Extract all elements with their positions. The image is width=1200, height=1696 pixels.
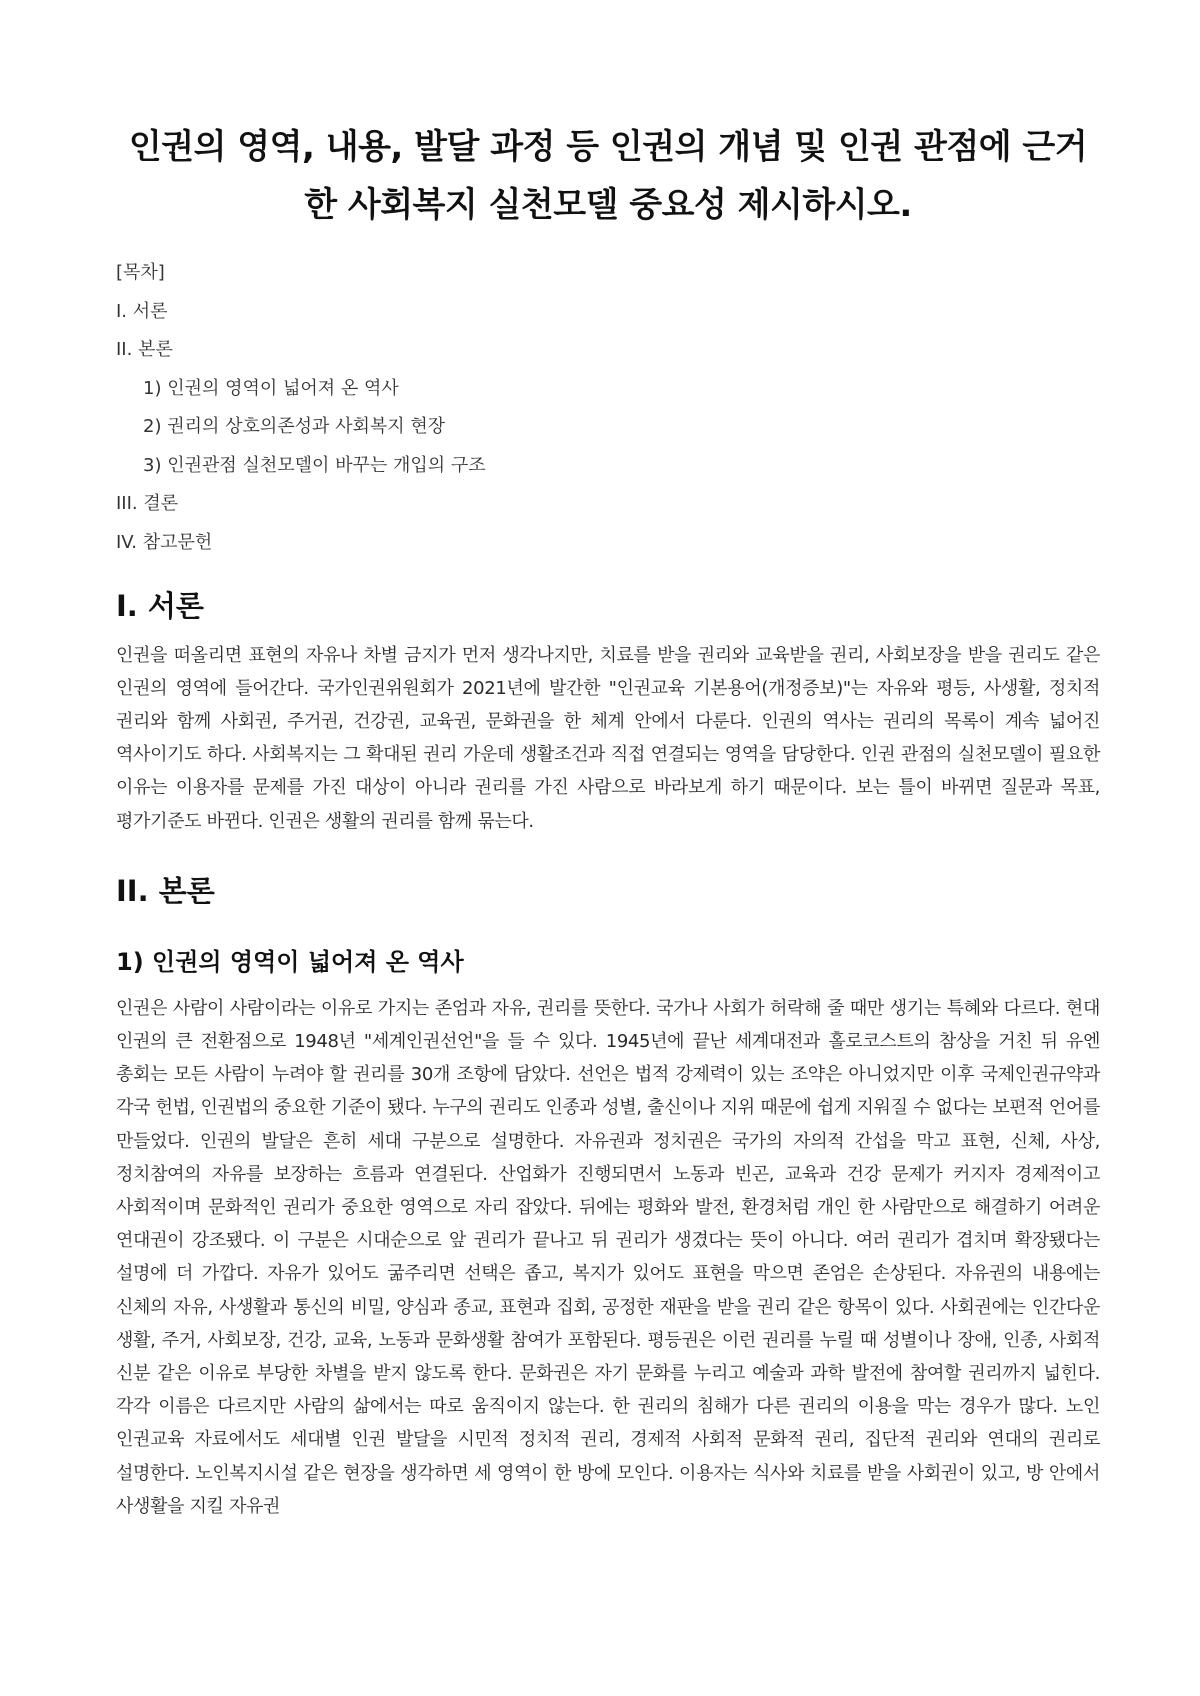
section-heading-main-body: II. 본론 bbox=[116, 873, 215, 908]
history-paragraph: 인권은 사람이 사람이라는 이유로 가지는 존엄과 자유, 권리를 뜻한다. 국가나 사회가 허락해 줄 때만 생기는 특혜와 다르다. 현대 인권의 큰 전환점으로 1948년 "세계인권선언"을 들 수 있다. 1945년에 끝난 세계대전과 홀로코스트의 참상을 거친 뒤 유엔 총회는 모든 사람이 누려야 할 권리를 30개 조항에 담았다. 선언은 법적 강제력이 있는 조약은 아니었지만 이후 국제인권규약과 각국 헌법, 인권법의 중요한 기준이 됐다. 누구의 권리도 인종과 성별, 출신이나 지위 때문에 쉽게 지워질 수 없다는 보편적 언어를 만들었다. 인권의 발달은 흔히 세대 구분으로 설명한다. 자유권과 정치권은 국가의 자의적 간섭을 막고 표현, 신체, 사상, 정치참여의 자유를 보장하는 흐름과 연결된다. 산업화가 진행되면서 노동과 빈곤, 교육과 건강 문제가 커지자 경제적이고 사회적이며 문화적인 권리가 중요한 영역으로 자리 잡았다. 뒤에는 평화와 발전, 환경처럼 개인 한 사람만으로 해결하기 어려운 연대권이 강조됐다. 이 구분은 시대순으로 앞 권리가 끝나고 뒤 권리가 생겼다는 뜻이 아니다. 여러 권리가 겹치며 확장됐다는 설명에 더 가깝다. 자유가 있어도 굶주리면 선택은 좁고, 복지가 있어도 표현을 막으면 존엄은 손상된다. 자유권의 내용에는 신체의 자유, 사생활과 통신의 비밀, 양심과 종교, 표현과 집회, 공정한 재판을 받을 권리 같은 항목이 있다. 사회권에는 인간다운 생활, 주거, 사회보장, 건강, 교육, 노동과 문화생활 참여가 포함된다. 평등권은 이런 권리를 누릴 때 성별이나 장애, 인종, 사회적 신분 같은 이유로 부당한 차별을 받지 않도록 한다. 문화권은 자기 문화를 누리고 예술과 과학 발전에 참여할 권리까지 넓힌다. 각각 이름은 다르지만 사람의 삶에서는 따로 움직이지 않는다. 한 권리의 침해가 다른 권리의 이용을 막는 경우가 많다. 노인 인권교육 자료에서도 세대별 인권 발달을 시민적 정치적 권리, 경제적 사회적 문화적 권리, 집단적 권리와 연대의 권리로 설명한다. 노인복지시설 같은 현장을 생각하면 세 영역이 한 방에 모인다. 이용자는 식사와 치료를 받을 사회권이 있고, 방 안에서 사생활을 지킬 자유권 bbox=[116, 997, 1100, 1517]
subsection-heading-history: 1) 인권의 영역이 넓어져 온 역사 bbox=[116, 947, 464, 976]
section-heading-introduction: I. 서론 bbox=[116, 588, 204, 623]
toc-item-history: 1) 인권의 영역이 넓어져 온 역사 bbox=[143, 377, 399, 399]
toc-item-introduction: I. 서론 bbox=[116, 300, 168, 322]
toc-item-main-body: II. 본론 bbox=[116, 339, 173, 360]
toc-item-conclusion: III. 결론 bbox=[116, 493, 179, 514]
introduction-paragraph: 인권을 떠올리면 표현의 자유나 차별 금지가 먼저 생각나지만, 치료를 받을 권리와 교육받을 권리, 사회보장을 받을 권리도 같은 인권의 영역에 들어간다. 국가인권위원회가 2021년에 발간한 "인권교육 기본용어(개정증보)"는 자유와 평등, 사생활, 정치적 권리와 함께 사회권, 주거권, 건강권, 교육권, 문화권을 한 체계 안에서 다룬다. 인권의 역사는 권리의 목록이 계속 넓어진 역사이기도 하다. 사회복지는 그 확대된 권리 가운데 생활조건과 직접 연결되는 영역을 담당한다. 인권 관점의 실천모델이 필요한 이유는 이용자를 문제를 가진 대상이 아니라 권리를 가진 사람으로 바라보게 하기 때문이다. 보는 틀이 바뀌면 질문과 목표, 평가기준도 바뀐다. 인권은 생활의 권리를 함께 묶는다. bbox=[116, 644, 1100, 832]
toc-item-interdependence: 2) 권리의 상호의존성과 사회복지 현장 bbox=[143, 416, 446, 437]
document-title: 인권의 영역, 내용, 발달 과정 등 인권의 개념 및 인권 관점에 근거한 사회복지 실천모델 중요성 제시하시오. bbox=[128, 127, 1088, 225]
toc-item-practice-model: 3) 인권관점 실천모델이 바꾸는 개입의 구조 bbox=[143, 454, 486, 476]
toc-item-references: IV. 참고문헌 bbox=[116, 531, 213, 553]
table-of-contents bbox=[116, 260, 1100, 555]
toc-heading: [목차] bbox=[116, 262, 165, 283]
